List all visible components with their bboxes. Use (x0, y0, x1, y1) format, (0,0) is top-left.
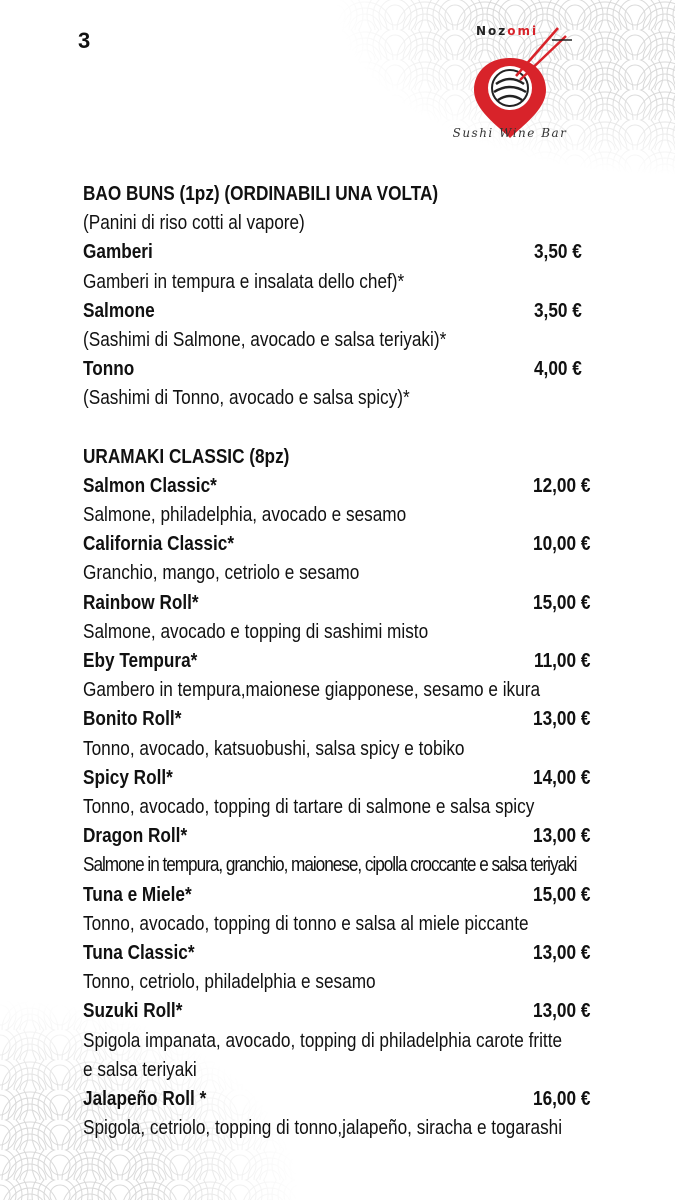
menu-item (83, 589, 590, 618)
menu-item (83, 705, 590, 734)
menu-item (83, 1085, 590, 1114)
menu-item (83, 472, 590, 501)
item-name: Tuna Classic* (83, 942, 195, 965)
item-price: 4,00 € (533, 358, 582, 381)
menu-item (83, 764, 590, 793)
item-description: Tonno, avocado, katsuobushi, salsa spicy e tobiko (83, 737, 465, 760)
item-description: (Sashimi di Tonno, avocado e salsa spicy)* (83, 387, 410, 410)
section-title-uramaki: URAMAKI CLASSIC (8pz) (83, 445, 290, 468)
item-name: Tuna e Miele* (83, 883, 192, 906)
page-number: 3 (78, 28, 91, 53)
item-description: Tonno, avocado, topping di tonno e salsa al miele piccante (83, 912, 529, 935)
item-description: Salmone, avocado e topping di sashimi misto (83, 620, 429, 643)
item-description: Salmone in tempura, granchio, maionese, cipolla croccante e salsa teriyaki (83, 854, 577, 877)
item-name: Gamberi (83, 241, 153, 264)
menu-content (83, 180, 591, 1144)
item-description: Salmone, philadelphia, avocado e sesamo (83, 504, 407, 527)
item-description: Gambero in tempura,maionese giapponese, sesamo e ikura (83, 679, 541, 702)
item-name: Salmon Classic* (83, 474, 217, 497)
item-description: Spigola, cetriolo, topping di tonno,jalapeño, siracha e togarashi (83, 1117, 563, 1140)
item-description: Gamberi in tempura e insalata dello chef)* (83, 270, 405, 293)
item-description: (Sashimi di Salmone, avocado e salsa teriyaki)* (83, 329, 447, 352)
menu-item (83, 822, 590, 851)
item-price: 10,00 € (533, 533, 591, 556)
item-price: 13,00 € (533, 1000, 591, 1023)
item-name: Bonito Roll* (83, 708, 182, 731)
item-name: Jalapeño Roll * (83, 1088, 207, 1111)
item-description: Spigola impanata, avocado, topping di philadelphia carote fritte (83, 1029, 563, 1052)
item-name: Rainbow Roll* (83, 591, 199, 614)
brand-name: Nozomi (476, 24, 539, 38)
item-price: 13,00 € (533, 942, 591, 965)
section-note: (Panini di riso cotti al vapore) (83, 212, 305, 235)
menu-item (83, 997, 590, 1026)
item-price: 15,00 € (533, 591, 591, 614)
item-name: Spicy Roll* (83, 766, 173, 789)
item-price: 13,00 € (533, 825, 591, 848)
item-name: California Classic* (83, 533, 235, 556)
menu-item (83, 939, 590, 968)
menu-item (83, 297, 590, 326)
item-description: Tonno, avocado, topping di tartare di salmone e salsa spicy (83, 796, 535, 819)
item-price: 12,00 € (533, 474, 591, 497)
item-description: Granchio, mango, cetriolo e sesamo (83, 562, 360, 585)
item-price: 11,00 € (533, 650, 591, 673)
item-price: 14,00 € (533, 766, 591, 789)
menu-item (83, 238, 590, 267)
item-price: 3,50 € (533, 299, 582, 322)
menu-item (83, 530, 590, 559)
item-name: Tonno (83, 358, 135, 381)
menu-item (83, 355, 590, 384)
item-price: 13,00 € (533, 708, 591, 731)
item-price: 15,00 € (533, 883, 591, 906)
item-name: Salmone (83, 299, 155, 322)
item-name: Suzuki Roll* (83, 1000, 183, 1023)
menu-item (83, 881, 590, 910)
section-title-bao-buns: BAO BUNS (1pz) (ORDINABILI UNA VOLTA) (83, 183, 439, 205)
brand-tagline: Sushi Wine Bar (452, 126, 568, 140)
item-description: Tonno, cetriolo, philadelphia e sesamo (83, 971, 376, 994)
item-description-continued: e salsa teriyaki (83, 1058, 197, 1081)
item-price: 3,50 € (533, 241, 582, 264)
menu-item (83, 647, 590, 676)
item-price: 16,00 € (533, 1088, 591, 1111)
item-name: Dragon Roll* (83, 825, 188, 848)
item-name: Eby Tempura* (83, 650, 198, 673)
